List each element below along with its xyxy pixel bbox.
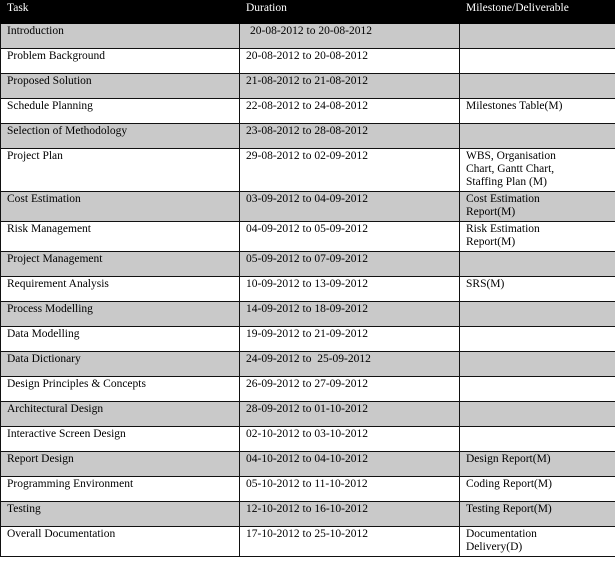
duration-cell: 23-08-2012 to 28-08-2012 [240, 124, 460, 149]
duration-cell: 26-09-2012 to 27-09-2012 [240, 377, 460, 402]
milestone-cell: Testing Report(M) [460, 502, 615, 527]
task-cell: Testing [1, 502, 240, 527]
duration-cell: 04-09-2012 to 05-09-2012 [240, 222, 460, 252]
table-row [1, 24, 615, 49]
header-milestone: Milestone/Deliverable [460, 1, 615, 24]
table-row [1, 74, 615, 99]
task-cell: Project Management [1, 252, 240, 277]
duration-cell: 03-09-2012 to 04-09-2012 [240, 192, 460, 222]
duration-cell: 28-09-2012 to 01-10-2012 [240, 402, 460, 427]
duration-cell: 05-09-2012 to 07-09-2012 [240, 252, 460, 277]
task-cell: Report Design [1, 452, 240, 477]
milestone-cell [460, 352, 615, 377]
duration-cell: 04-10-2012 to 04-10-2012 [240, 452, 460, 477]
milestone-cell: Documentation Delivery(D) [460, 527, 615, 557]
table-row [1, 222, 615, 252]
milestone-cell [460, 427, 615, 452]
header-task: Task [1, 1, 240, 24]
milestone-cell [460, 327, 615, 352]
milestone-cell: Cost Estimation Report(M) [460, 192, 615, 222]
milestone-cell [460, 24, 615, 49]
milestone-cell: Milestones Table(M) [460, 99, 615, 124]
task-cell: Interactive Screen Design [1, 427, 240, 452]
milestone-cell: SRS(M) [460, 277, 615, 302]
task-cell: Project Plan [1, 149, 240, 192]
table-row [1, 327, 615, 352]
task-cell: Data Modelling [1, 327, 240, 352]
table-row [1, 402, 615, 427]
task-cell: Proposed Solution [1, 74, 240, 99]
task-cell: Process Modelling [1, 302, 240, 327]
duration-cell: 20-08-2012 to 20-08-2012 [240, 49, 460, 74]
table-row [1, 192, 615, 222]
duration-cell: 21-08-2012 to 21-08-2012 [240, 74, 460, 99]
task-cell: Selection of Methodology [1, 124, 240, 149]
duration-cell: 29-08-2012 to 02-09-2012 [240, 149, 460, 192]
milestone-cell: Coding Report(M) [460, 477, 615, 502]
table-row [1, 252, 615, 277]
milestone-cell [460, 124, 615, 149]
milestone-cell [460, 302, 615, 327]
task-cell: Problem Background [1, 49, 240, 74]
task-cell: Schedule Planning [1, 99, 240, 124]
task-cell: Introduction [1, 24, 240, 49]
duration-cell: 14-09-2012 to 18-09-2012 [240, 302, 460, 327]
header-duration: Duration [240, 1, 460, 24]
duration-cell: 19-09-2012 to 21-09-2012 [240, 327, 460, 352]
table-row [1, 452, 615, 477]
milestone-cell: Risk Estimation Report(M) [460, 222, 615, 252]
duration-cell: 24-09-2012 to 25-09-2012 [240, 352, 460, 377]
task-cell: Requirement Analysis [1, 277, 240, 302]
duration-cell: 02-10-2012 to 03-10-2012 [240, 427, 460, 452]
duration-cell: 17-10-2012 to 25-10-2012 [240, 527, 460, 557]
table-row [1, 377, 615, 402]
task-cell: Design Principles & Concepts [1, 377, 240, 402]
task-cell: Overall Documentation [1, 527, 240, 557]
table-row [1, 124, 615, 149]
table-row [1, 527, 615, 557]
table-row [1, 352, 615, 377]
task-cell: Programming Environment [1, 477, 240, 502]
task-cell: Cost Estimation [1, 192, 240, 222]
duration-cell: 12-10-2012 to 16-10-2012 [240, 502, 460, 527]
task-cell: Architectural Design [1, 402, 240, 427]
task-cell: Data Dictionary [1, 352, 240, 377]
table-row [1, 502, 615, 527]
duration-cell: 20-08-2012 to 20-08-2012 [240, 24, 460, 49]
milestone-cell [460, 74, 615, 99]
table-row [1, 302, 615, 327]
milestone-cell [460, 49, 615, 74]
table-row [1, 149, 615, 192]
table-row [1, 427, 615, 452]
milestone-cell [460, 402, 615, 427]
table-row [1, 477, 615, 502]
table-row [1, 99, 615, 124]
milestone-cell: WBS, Organisation Chart, Gantt Chart, Staffing Plan (M) [460, 149, 615, 192]
header-row [1, 1, 615, 24]
table-row [1, 277, 615, 302]
milestone-cell: Design Report(M) [460, 452, 615, 477]
duration-cell: 10-09-2012 to 13-09-2012 [240, 277, 460, 302]
table-row [1, 49, 615, 74]
milestone-cell [460, 252, 615, 277]
task-cell: Risk Management [1, 222, 240, 252]
milestone-cell [460, 377, 615, 402]
duration-cell: 22-08-2012 to 24-08-2012 [240, 99, 460, 124]
duration-cell: 05-10-2012 to 11-10-2012 [240, 477, 460, 502]
